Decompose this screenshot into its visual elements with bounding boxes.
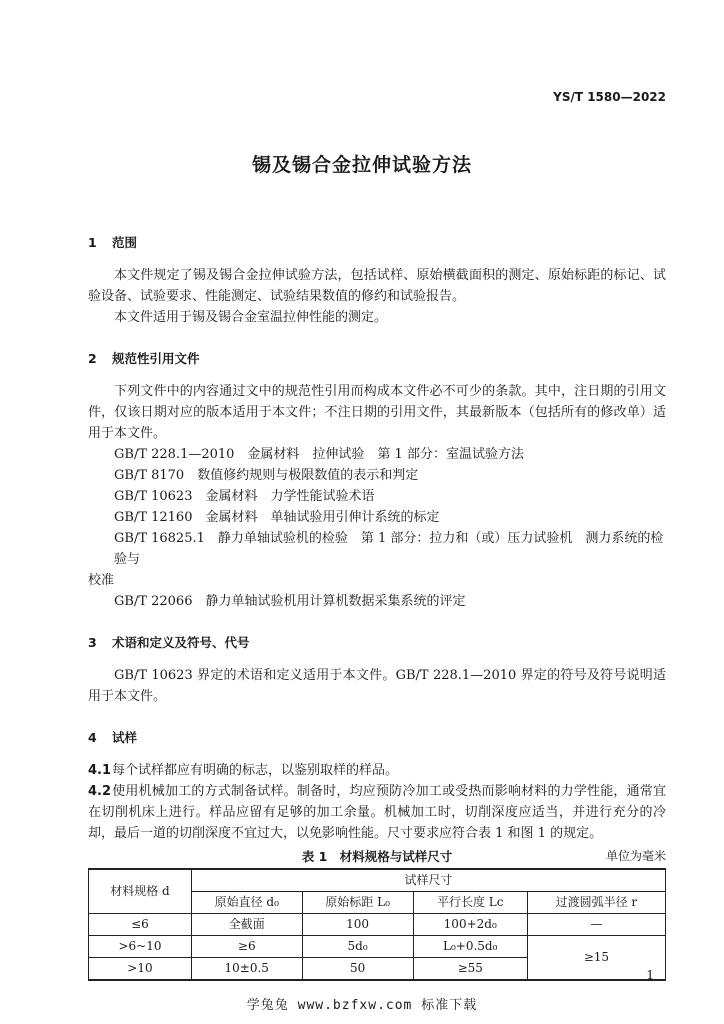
clause-4-2 [88,781,666,844]
section-2-heading [88,348,666,369]
table-cell: >10 [89,958,192,981]
page-number: 1 [646,968,654,982]
table-cell: >6~10 [89,936,192,958]
table-cell: ≥15 [527,936,665,981]
section-number: 4 [88,730,97,745]
table-row [89,936,666,958]
document-title: 锡及锡合金拉伸试验方法 [251,154,472,176]
table-cell: 100 [302,914,413,936]
table-cell: 50 [302,958,413,981]
table-header-spec: 材料规格 d [89,869,192,914]
reference-text: GB/T 16825.1 静力单轴试验机的检验 第 1 部分：拉力和（或）压力试验机 测力系统的检验与 [114,531,664,567]
reference-item: GB/T 12160 金属材料 单轴试验用引伸计系统的标定 [114,510,440,525]
section-title: 范围 [112,235,138,250]
clause-number: 4.2 [88,784,112,799]
section-1-heading [88,232,666,253]
reference-item: GB/T 22066 静力单轴试验机用计算机数据采集系统的评定 [114,594,466,609]
reference-text-continued: 校准 [88,573,115,588]
clause-4-1 [88,760,666,781]
table-header-col: 过渡圆弧半径 r [527,892,665,914]
section-number: 1 [88,235,97,250]
scope-paragraph-2: 本文件适用于锡及锡合金室温拉伸性能的测定。 [114,310,388,325]
reference-item: GB/T 10623 金属材料 力学性能试验术语 [114,489,375,504]
clause-text: 使用机械加工的方式制备试样。制备时，均应预防冷加工或受热而影响材料的力学性能，通常宜在切削机床上进行。样品应留有足够的加工余量。机械加工时，切削深度应适当，并进行充分的冷却，最后一道的切削深度不宜过大，以免影响性能。尺寸要求应符合表 1 和图 1 的规定。 [88,784,666,841]
table-cell: — [527,914,665,936]
table-cell: ≥55 [413,958,527,981]
section-number: 2 [88,351,97,366]
specimen-dimensions-table [88,868,666,981]
section-3-heading [88,632,666,653]
table-header-group: 试样尺寸 [191,869,665,892]
clause-number: 4.1 [88,763,112,778]
document-body [88,232,666,981]
scope-paragraph-1: 本文件规定了锡及锡合金拉伸试验方法，包括试样、原始横截面积的测定、原始标距的标记、试验设备、试验要求、性能测定、试验结果数值的修约和试验报告。 [88,268,666,304]
table-cell: 10±0.5 [191,958,302,981]
section-title: 术语和定义及符号、代号 [112,635,250,650]
section-4-heading [88,727,666,748]
table-cell: L₀+0.5d₀ [413,936,527,958]
table-caption-row [88,846,666,868]
table-header-col: 原始直径 d₀ [191,892,302,914]
table-header-col: 原始标距 L₀ [302,892,413,914]
table-header-col: 平行长度 Lc [413,892,527,914]
table-cell: ≥6 [191,936,302,958]
reference-item: GB/T 8170 数值修约规则与极限数值的表示和判定 [114,468,419,483]
reference-item [88,528,666,591]
table-cell: ≤6 [89,914,192,936]
standard-number: YS/T 1580—2022 [553,90,666,104]
watermark-footer: 学兔兔 www.bzfxw.com 标准下载 [246,998,478,1013]
table-cell: 5d₀ [302,936,413,958]
terms-paragraph: GB/T 10623 界定的术语和定义适用于本文件。GB/T 228.1—2010 界定的符号及符号说明适用于本文件。 [88,668,666,704]
table-cell: 全截面 [191,914,302,936]
section-title: 试样 [112,730,138,745]
references-intro: 下列文件中的内容通过文中的规范性引用而构成本文件必不可少的条款。其中，注日期的引用文件，仅该日期对应的版本适用于本文件；不注日期的引用文件，其最新版本（包括所有的修改单）适用于本文件。 [88,384,666,441]
table-caption: 表 1 材料规格与试样尺寸 [301,849,453,864]
table-cell: 100+2d₀ [413,914,527,936]
table-row [89,914,666,936]
table-unit: 单位为毫米 [605,849,666,863]
clause-text: 每个试样都应有明确的标志，以鉴别取样的样品。 [112,763,399,778]
section-title: 规范性引用文件 [112,351,200,366]
reference-item: GB/T 228.1—2010 金属材料 拉伸试验 第 1 部分：室温试验方法 [114,447,524,462]
section-number: 3 [88,635,97,650]
